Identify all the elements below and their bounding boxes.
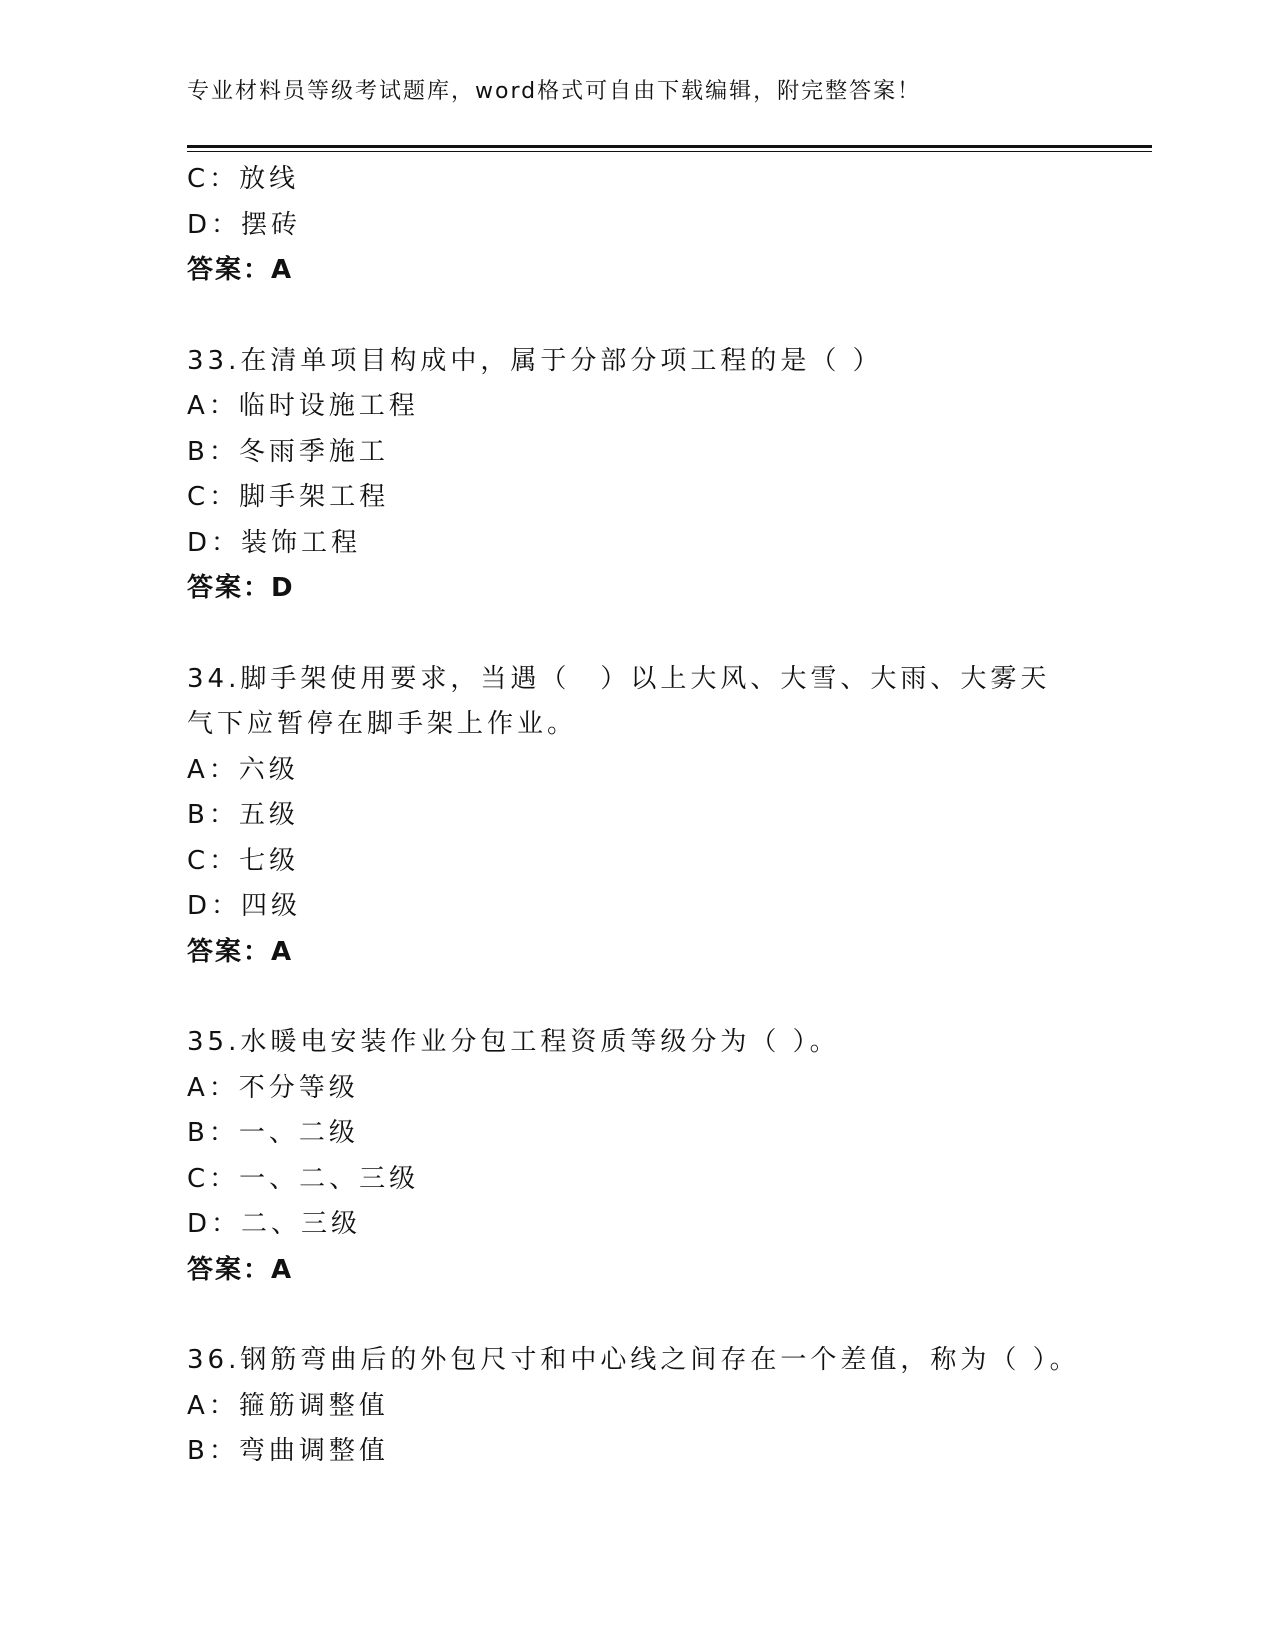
answer: 答案：A bbox=[187, 936, 294, 967]
question-block bbox=[187, 657, 1087, 976]
option-b: B：五级 bbox=[187, 800, 299, 830]
option-d: D：摆砖 bbox=[187, 209, 302, 240]
option-c: C：一、二、三级 bbox=[187, 1163, 420, 1194]
question-text: 35.水暖电安装作业分包工程资质等级分为（ ）。 bbox=[187, 1027, 840, 1057]
option-b: B：弯曲调整值 bbox=[187, 1436, 389, 1466]
option-c: C：放线 bbox=[187, 164, 300, 194]
option-a: A：箍筋调整值 bbox=[187, 1390, 389, 1421]
question-block-partial bbox=[187, 157, 1087, 294]
option-a: A：临时设施工程 bbox=[187, 391, 419, 421]
option-a: A：不分等级 bbox=[187, 1072, 359, 1103]
question-text: 34.脚手架使用要求，当遇（ ）以上大风、大雪、大雨、大雾天气下应暂停在脚手架上作业。 bbox=[187, 663, 1051, 739]
question-text: 33.在清单项目构成中，属于分部分项工程的是（ ） bbox=[187, 345, 883, 376]
question-block bbox=[187, 339, 1087, 612]
option-b: B：一、二级 bbox=[187, 1118, 359, 1148]
option-c: C：七级 bbox=[187, 845, 300, 876]
answer: 答案：A bbox=[187, 255, 294, 285]
page-header: 专业材料员等级考试题库，word格式可自由下载编辑，附完整答案！ bbox=[187, 79, 922, 104]
question-list bbox=[187, 157, 1087, 1475]
header-rule-thin bbox=[187, 151, 1152, 152]
answer: 答案：A bbox=[187, 1254, 294, 1285]
answer: 答案：D bbox=[187, 573, 295, 603]
option-d: D：装饰工程 bbox=[187, 527, 362, 558]
option-d: D：二、三级 bbox=[187, 1209, 362, 1239]
question-text: 36.钢筋弯曲后的外包尺寸和中心线之间存在一个差值，称为（ ）。 bbox=[187, 1345, 1080, 1375]
option-a: A：六级 bbox=[187, 754, 299, 785]
question-block bbox=[187, 1338, 1087, 1475]
header-rule bbox=[187, 145, 1152, 148]
option-d: D：四级 bbox=[187, 891, 302, 921]
question-block bbox=[187, 1020, 1087, 1293]
option-b: B：冬雨季施工 bbox=[187, 436, 389, 467]
option-c: C：脚手架工程 bbox=[187, 482, 390, 512]
